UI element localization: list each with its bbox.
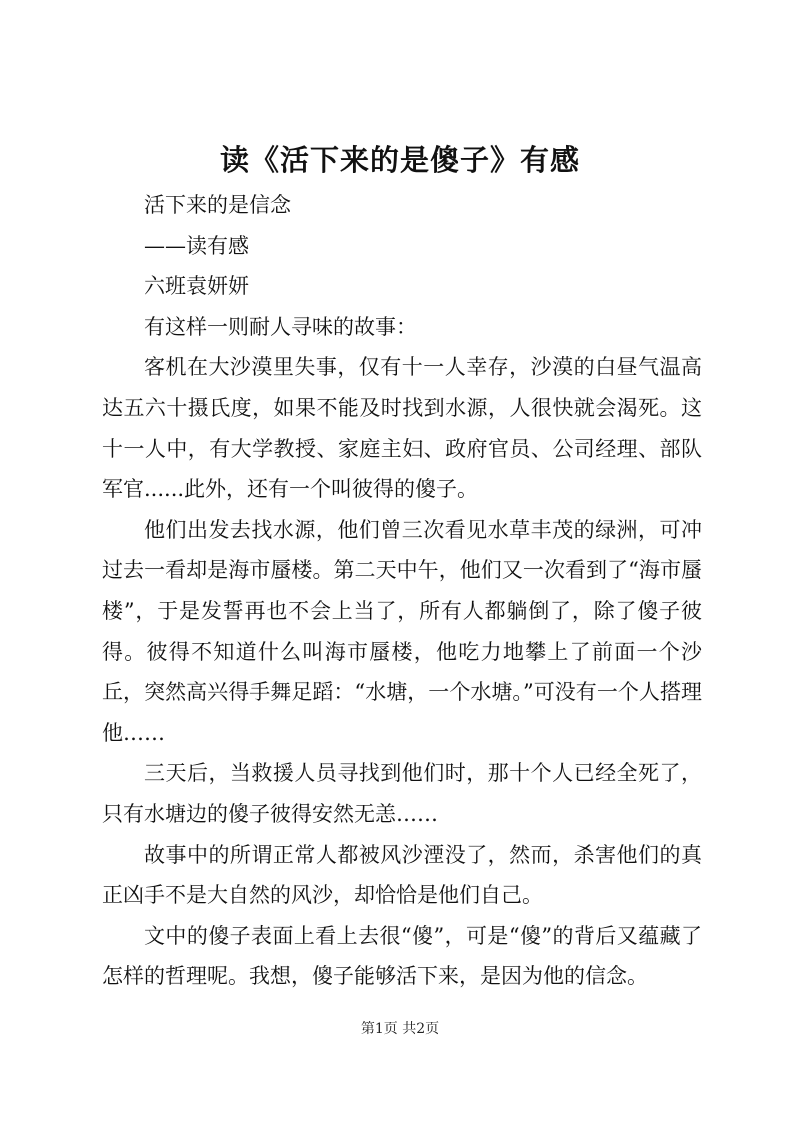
document-body — [102, 185, 702, 997]
paragraph: 客机在大沙漠里失事，仅有十一人幸存，沙漠的白昼气温高达五六十摄氏度，如果不能及时找到水源，人很快就会渴死。这十一人中，有大学教授、家庭主妇、政府官员、公司经理、部队军官......此外，还有一个叫彼得的傻子。 — [102, 355, 702, 502]
document-title: 读《活下来的是傻子》有感 — [219, 143, 580, 177]
author-line: 六班袁妍妍 — [144, 274, 249, 299]
page-number: 第1页 共2页 — [360, 1021, 440, 1037]
paragraph: 文中的傻子表面上看上去很“傻”，可是“傻”的背后又蕴藏了怎样的哲理呢。我想，傻子能够活下来，是因为他的信念。 — [102, 923, 702, 989]
subtitle-note: ——读有感 — [144, 233, 249, 258]
paragraph: 他们出发去找水源，他们曾三次看见水草丰茂的绿洲，可冲过去一看却是海市蜃楼。第二天中午，他们又一次看到了“海市蜃楼”，于是发誓再也不会上当了，所有人都躺倒了，除了傻子彼得。彼得不知道什么叫海市蜃楼，他吃力地攀上了前面一个沙丘，突然高兴得手舞足蹈：“水塘，一个水塘。”可没有一个人搭理他…… — [102, 517, 702, 745]
paragraph: 三天后，当救援人员寻找到他们时，那十个人已经全死了，只有水塘边的傻子彼得安然无恙…… — [102, 761, 702, 826]
paragraph: 故事中的所谓正常人都被风沙湮没了，然而，杀害他们的真正凶手不是大自然的风沙，却恰恰是他们自己。 — [102, 842, 702, 908]
subtitle: 活下来的是信念 — [144, 193, 291, 217]
paragraph: 有这样一则耐人寻味的故事： — [144, 314, 417, 339]
